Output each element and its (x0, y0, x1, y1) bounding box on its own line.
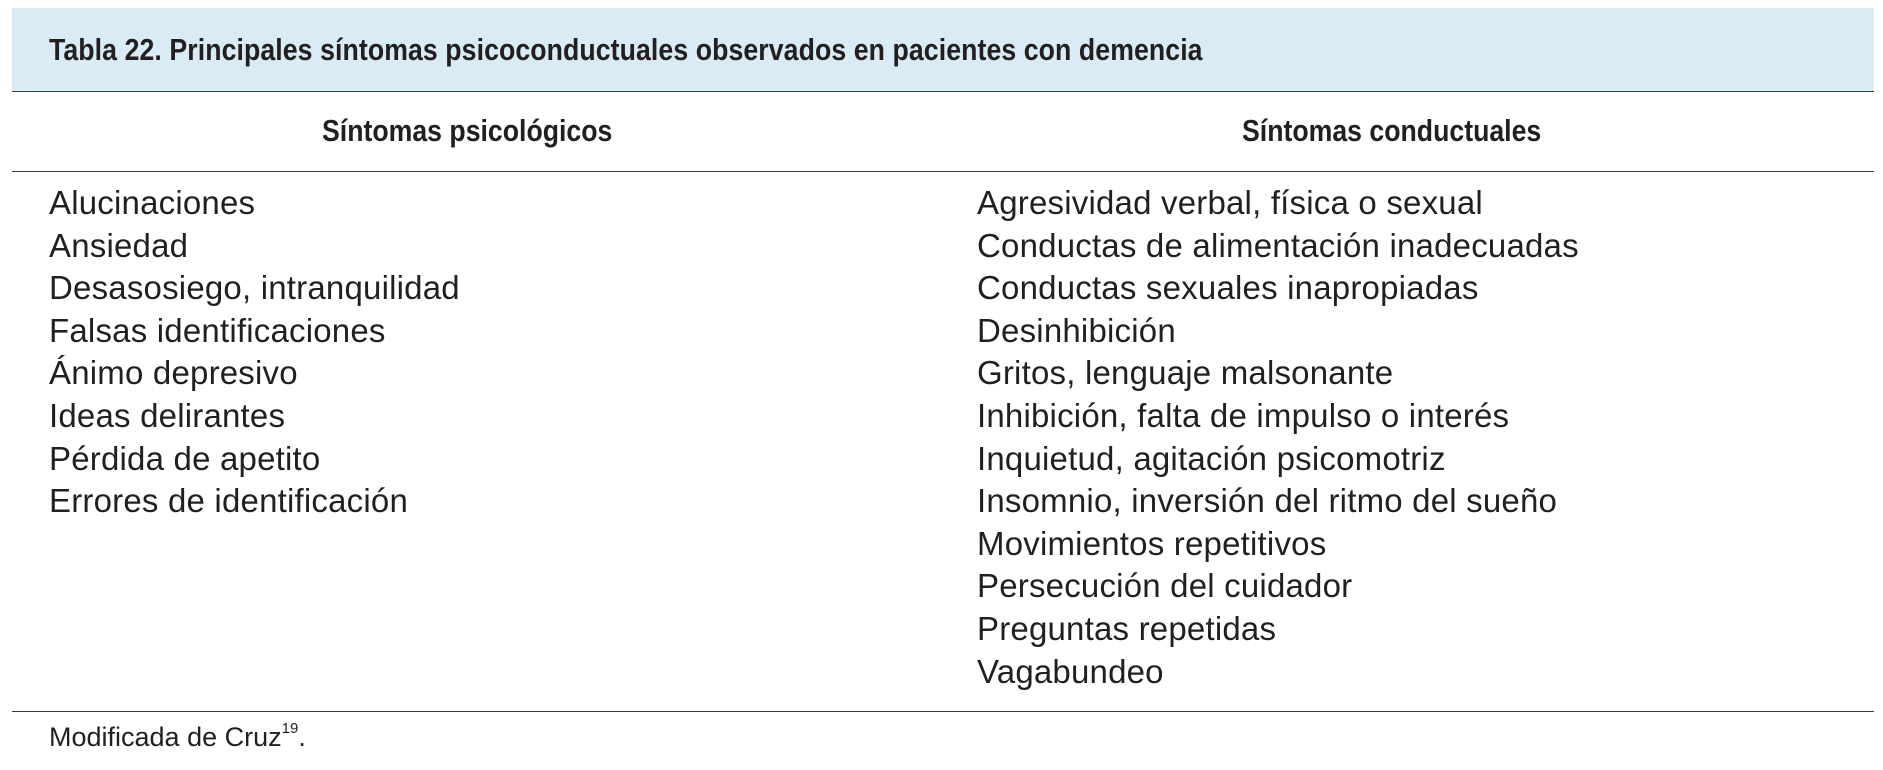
list-item: Conductas de alimentación inadecuadas (977, 226, 1579, 264)
list-item: Desasosiego, intranquilidad (49, 269, 460, 307)
list-item: Inquietud, agitación psicomotriz (977, 439, 1446, 477)
list-item: Falsas identificaciones (49, 311, 386, 349)
table-title-bar (12, 8, 1874, 92)
symptoms-table (12, 8, 1874, 712)
list-item: Agresividad verbal, física o sexual (977, 184, 1483, 221)
column-header-psychological: Síntomas psicológicos (322, 112, 613, 148)
table-footnote (49, 722, 306, 753)
footnote-text: Modificada de Cruz (49, 722, 282, 752)
list-item: Alucinaciones (49, 184, 256, 221)
list-item: Desinhibición (977, 311, 1176, 349)
list-item: Ansiedad (49, 226, 189, 264)
table-body (12, 172, 1874, 712)
list-item: Vagabundeo (977, 652, 1164, 690)
list-item: Preguntas repetidas (977, 609, 1277, 647)
behavioral-symptoms-list (977, 182, 1579, 693)
list-item: Ánimo depresivo (49, 354, 298, 392)
list-item: Gritos, lenguaje malsonante (977, 354, 1394, 392)
list-item: Errores de identificación (49, 482, 409, 520)
psychological-symptoms-list (49, 182, 460, 523)
list-item: Movimientos repetitivos (977, 524, 1327, 562)
list-item: Ideas delirantes (49, 396, 286, 434)
list-item: Persecución del cuidador (977, 567, 1353, 605)
footnote-reference: 19 (281, 720, 299, 737)
list-item: Pérdida de apetito (49, 439, 321, 477)
list-item: Inhibición, falta de impulso o interés (977, 396, 1510, 434)
table-title: Tabla 22. Principales síntomas psicoconductuales observados en pacientes con demencia (49, 31, 1203, 67)
column-header-behavioral: Síntomas conductuales (1242, 112, 1542, 148)
list-item: Conductas sexuales inapropiadas (977, 269, 1479, 307)
footnote-suffix: . (298, 722, 306, 752)
table-header-row (12, 92, 1874, 172)
list-item: Insomnio, inversión del ritmo del sueño (977, 482, 1558, 520)
